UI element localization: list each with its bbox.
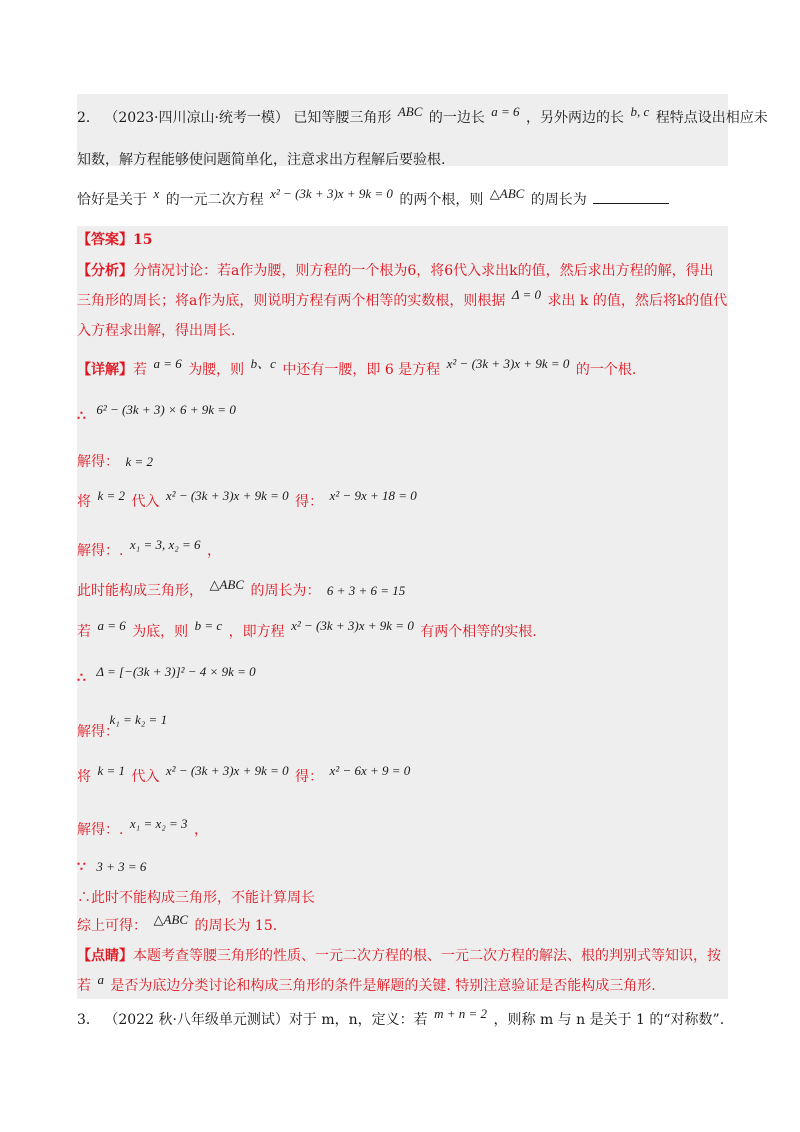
detail-line-5: 解得：. x₁ = 3, x₂ = 6 ， <box>77 537 221 559</box>
detail-line-9: k₁ = k₂ = 1 <box>109 712 168 727</box>
detail-line-1: 【详解】若 a = 6 为腰，则 b、c 中还有一腰，即 6 是方程 x² − (3k + 3)x + 9k = 0 的一个根. <box>77 356 637 378</box>
analysis-line-3: 入方程求出解，得出周长. <box>77 323 236 339</box>
detail-line-3: 解得： k = 2 <box>77 454 153 470</box>
question-2-line-2: 知数，解方程能够使问题简单化，注意求出方程解后要验根. <box>77 152 446 168</box>
detail-line-12: ∵ 3 + 3 = 6 <box>77 859 147 875</box>
question-2-line-1: 2． （2023·四川凉山·统考一模） 已知等腰三角形 ABC 的一边长 a = 6 ，另外两边的长 b, c 程特点设出相应未 <box>77 104 768 126</box>
detail-line-4: 将 k = 2 代入 x² − (3k + 3)x + 9k = 0 得： x² − 9x + 18 = 0 <box>77 488 417 510</box>
question-3-line-1: 3． （2022 秋·八年级单元测试）对于 m，n，定义：若 m + n = 2 ，则称 m 与 n 是关于 1 的“对称数”. <box>77 1006 725 1028</box>
detail-line-11: 解得：. x₁ = x₂ = 3 ， <box>77 816 208 838</box>
detail-line-14: 综上可得： △ABC 的周长为 15. <box>77 912 278 934</box>
analysis-line-2: 三角形的周长；将a作为底，则说明方程有两个相等的实数根，则根据 Δ = 0 求出 k 的值，然后将k的值代 <box>77 287 728 309</box>
detail-line-7: 若 a = 6 为底，则 b = c ，即方程 x² − (3k + 3)x + 9k = 0 有两个相等的实根. <box>77 618 537 640</box>
detail-line-2: ∴ 6² − (3k + 3) × 6 + 9k = 0 <box>77 402 236 424</box>
detail-line-13: ∴此时不能构成三角形，不能计算周长 <box>77 890 315 906</box>
comment-line-1: 【点睛】本题考查等腰三角形的性质、一元二次方程的根、一元二次方程的解法、根的判别式等知识，按 <box>77 948 721 964</box>
comment-line-2: 若 a 是否为底边分类讨论和构成三角形的条件是解题的关键. 特别注意验证是否能构成三角形. <box>77 972 656 994</box>
question-2-line-3: 恰好是关于 x 的一元二次方程 x² − (3k + 3)x + 9k = 0 的两个根，则 △ABC 的周长为 <box>77 187 728 213</box>
answer-blank[interactable] <box>593 189 669 204</box>
analysis-line-1: 【分析】分情况讨论：若a作为腰，则方程的一个根为6，将6代入求出k的值，然后求出方程的解，得出 <box>77 263 714 279</box>
detail-line-9-label: 解得： <box>77 724 119 740</box>
detail-line-6: 此时能构成三角形， △ABC 的周长为： 6 + 3 + 6 = 15 <box>77 577 406 599</box>
detail-line-8: ∴ Δ = [−(3k + 3)]² − 4 × 9k = 0 <box>77 664 256 686</box>
detail-line-10: 将 k = 1 代入 x² − (3k + 3)x + 9k = 0 得： x² − 6x + 9 = 0 <box>77 763 411 785</box>
answer-line: 【答案】15 <box>77 232 153 248</box>
